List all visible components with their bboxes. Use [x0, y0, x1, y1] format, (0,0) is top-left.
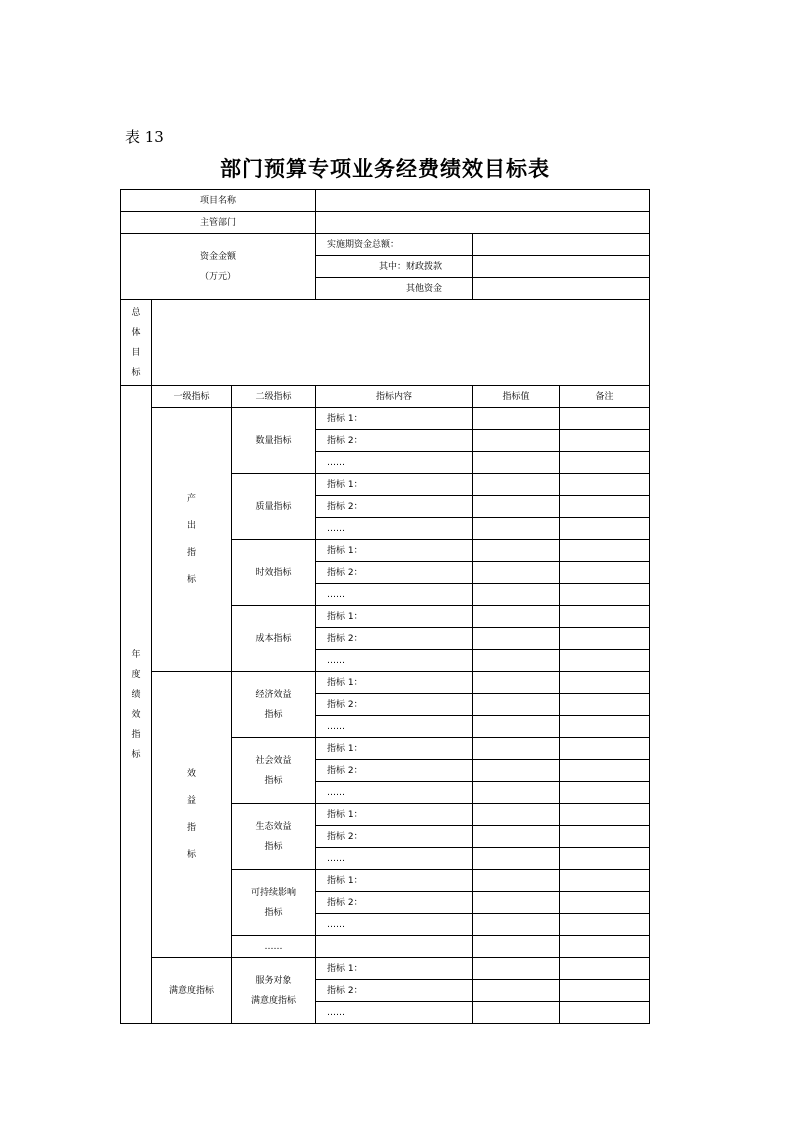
overall-goal-cell[interactable] [152, 300, 650, 386]
table-number: 表 13 [125, 128, 164, 146]
indicator-1-label: 指标 1： [316, 672, 473, 694]
fund-amount-label [121, 234, 316, 300]
value-cell[interactable] [473, 936, 560, 958]
value-cell[interactable] [473, 584, 560, 606]
value-cell[interactable] [473, 914, 560, 936]
column-header-level1: 一级指标 [152, 386, 232, 408]
value-cell[interactable] [473, 540, 560, 562]
note-cell[interactable] [560, 782, 650, 804]
table-row [121, 958, 650, 980]
table-row [121, 300, 650, 386]
fiscal-fund-cell[interactable] [473, 256, 650, 278]
note-cell[interactable] [560, 430, 650, 452]
indicator-2-label: 指标 2： [316, 430, 473, 452]
note-cell[interactable] [560, 914, 650, 936]
quantity-indicator-label: 数量指标 [232, 408, 316, 474]
indicator-1-label: 指标 1： [316, 958, 473, 980]
department-label: 主管部门 [121, 212, 316, 234]
economic-benefit-text: 经济效益 [255, 689, 292, 700]
note-cell[interactable] [560, 518, 650, 540]
note-cell[interactable] [560, 936, 650, 958]
value-cell[interactable] [473, 738, 560, 760]
value-cell[interactable] [473, 628, 560, 650]
note-cell[interactable] [560, 694, 650, 716]
note-cell[interactable] [560, 892, 650, 914]
output-indicator-label [152, 408, 232, 672]
social-benefit-text: 社会效益 [255, 755, 292, 766]
indicator-etc-label: …… [316, 584, 473, 606]
indicator-1-label: 指标 1： [316, 804, 473, 826]
column-header-value: 指标值 [473, 386, 560, 408]
note-cell[interactable] [560, 826, 650, 848]
note-cell[interactable] [560, 1002, 650, 1024]
table-row [121, 672, 650, 694]
other-fund-cell[interactable] [473, 278, 650, 300]
column-header-note: 备注 [560, 386, 650, 408]
indicator-1-label: 指标 1： [316, 738, 473, 760]
other-fund-label: 其他资金 [316, 278, 473, 300]
indicator-etc-label: …… [316, 782, 473, 804]
value-cell[interactable] [473, 694, 560, 716]
indicator-2-label: 指标 2： [316, 562, 473, 584]
note-cell[interactable] [560, 408, 650, 430]
note-cell[interactable] [560, 760, 650, 782]
overall-goal-label [121, 300, 152, 386]
sustainable-impact-suffix: 指标 [264, 907, 283, 918]
indicator-1-label: 指标 1： [316, 474, 473, 496]
indicator-1-label: 指标 1： [316, 540, 473, 562]
economic-benefit-label [232, 672, 316, 738]
total-fund-label: 实施期资金总额： [316, 234, 473, 256]
column-header-level2: 二级指标 [232, 386, 316, 408]
service-satisfaction-text: 服务对象 [255, 975, 292, 986]
value-cell[interactable] [473, 848, 560, 870]
cost-indicator-label: 成本指标 [232, 606, 316, 672]
value-cell[interactable] [473, 474, 560, 496]
sustainable-impact-text: 可持续影响 [251, 887, 297, 898]
note-cell[interactable] [560, 716, 650, 738]
value-cell[interactable] [473, 892, 560, 914]
value-cell[interactable] [473, 1002, 560, 1024]
performance-goal-table [120, 189, 650, 1024]
economic-benefit-suffix: 指标 [264, 709, 283, 720]
indicator-etc-label: …… [316, 452, 473, 474]
benefit-indicator-label [152, 672, 232, 958]
value-cell[interactable] [473, 672, 560, 694]
value-cell[interactable] [473, 518, 560, 540]
timeliness-indicator-label: 时效指标 [232, 540, 316, 606]
indicator-2-label: 指标 2： [316, 892, 473, 914]
table-row [121, 212, 650, 234]
service-satisfaction-suffix: 满意度指标 [251, 995, 297, 1006]
social-benefit-label [232, 738, 316, 804]
value-cell[interactable] [473, 760, 560, 782]
benefit-indicator-text: 效益指标 [186, 768, 196, 860]
indicator-1-label: 指标 1： [316, 606, 473, 628]
note-cell[interactable] [560, 958, 650, 980]
benefit-etc-label: …… [232, 936, 316, 958]
note-cell[interactable] [560, 870, 650, 892]
note-cell[interactable] [560, 672, 650, 694]
content-cell[interactable] [316, 936, 473, 958]
note-cell[interactable] [560, 584, 650, 606]
project-name-cell[interactable] [316, 190, 650, 212]
value-cell[interactable] [473, 804, 560, 826]
note-cell[interactable] [560, 650, 650, 672]
indicator-etc-label: …… [316, 650, 473, 672]
note-cell[interactable] [560, 474, 650, 496]
note-cell[interactable] [560, 562, 650, 584]
indicator-etc-label: …… [316, 914, 473, 936]
indicator-2-label: 指标 2： [316, 694, 473, 716]
satisfaction-indicator-label: 满意度指标 [152, 958, 232, 1024]
value-cell[interactable] [473, 452, 560, 474]
note-cell[interactable] [560, 628, 650, 650]
value-cell[interactable] [473, 958, 560, 980]
value-cell[interactable] [473, 782, 560, 804]
value-cell[interactable] [473, 650, 560, 672]
quality-indicator-label: 质量指标 [232, 474, 316, 540]
fund-unit-text: （万元） [200, 271, 237, 282]
value-cell[interactable] [473, 716, 560, 738]
department-cell[interactable] [316, 212, 650, 234]
service-satisfaction-label [232, 958, 316, 1024]
overall-goal-text: 总体目标 [131, 307, 141, 378]
total-fund-cell[interactable] [473, 234, 650, 256]
value-cell[interactable] [473, 980, 560, 1002]
table-row [121, 234, 650, 256]
note-cell[interactable] [560, 804, 650, 826]
ecological-benefit-suffix: 指标 [264, 841, 283, 852]
social-benefit-suffix: 指标 [264, 775, 283, 786]
indicator-etc-label: …… [316, 848, 473, 870]
table-row [121, 190, 650, 212]
indicator-2-label: 指标 2： [316, 826, 473, 848]
indicator-1-label: 指标 1： [316, 408, 473, 430]
sustainable-impact-label [232, 870, 316, 936]
value-cell[interactable] [473, 826, 560, 848]
table-row [121, 408, 650, 430]
annual-indicator-text: 年度绩效指标 [131, 649, 141, 760]
ecological-benefit-text: 生态效益 [255, 821, 292, 832]
note-cell[interactable] [560, 738, 650, 760]
column-header-content: 指标内容 [316, 386, 473, 408]
indicator-2-label: 指标 2： [316, 628, 473, 650]
value-cell[interactable] [473, 562, 560, 584]
ecological-benefit-label [232, 804, 316, 870]
fiscal-fund-label: 其中：财政拨款 [316, 256, 473, 278]
value-cell[interactable] [473, 430, 560, 452]
indicator-etc-label: …… [316, 518, 473, 540]
indicator-2-label: 指标 2： [316, 980, 473, 1002]
indicator-2-label: 指标 2： [316, 760, 473, 782]
indicator-etc-label: …… [316, 1002, 473, 1024]
table-row [121, 386, 650, 408]
value-cell[interactable] [473, 606, 560, 628]
page-title: 部门预算专项业务经费绩效目标表 [220, 156, 550, 181]
note-cell[interactable] [560, 980, 650, 1002]
value-cell[interactable] [473, 408, 560, 430]
note-cell[interactable] [560, 606, 650, 628]
value-cell[interactable] [473, 496, 560, 518]
annual-indicator-label [121, 386, 152, 1024]
output-indicator-text: 产出指标 [186, 493, 196, 585]
note-cell[interactable] [560, 452, 650, 474]
indicator-etc-label: …… [316, 716, 473, 738]
note-cell[interactable] [560, 848, 650, 870]
indicator-1-label: 指标 1： [316, 870, 473, 892]
value-cell[interactable] [473, 870, 560, 892]
indicator-2-label: 指标 2： [316, 496, 473, 518]
project-name-label: 项目名称 [121, 190, 316, 212]
note-cell[interactable] [560, 496, 650, 518]
note-cell[interactable] [560, 540, 650, 562]
fund-amount-text: 资金金额 [200, 251, 237, 262]
